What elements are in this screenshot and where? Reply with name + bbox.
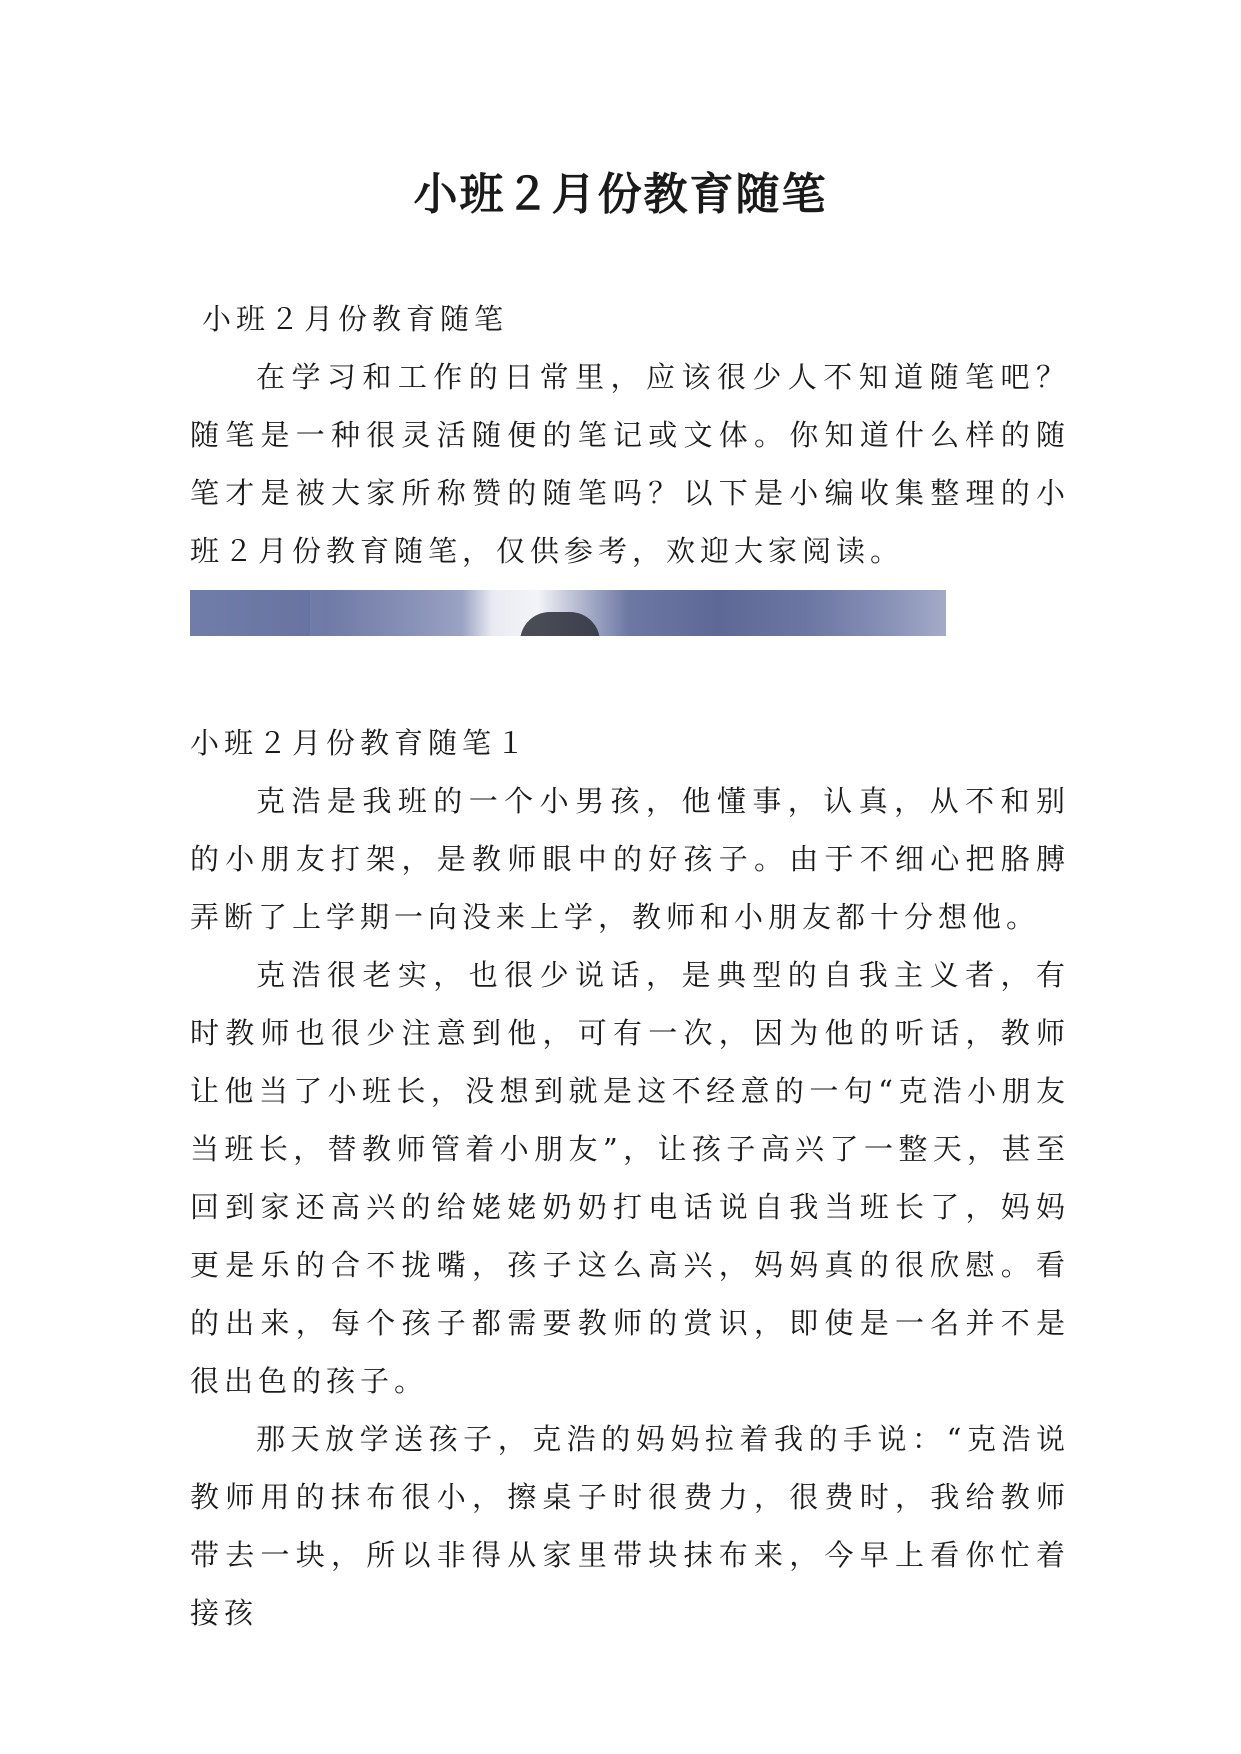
document-body [190,290,1070,1642]
section-title: 小班２月份教育随笔１ [190,726,531,760]
body-paragraph: 克浩是我班的一个小男孩，他懂事，认真，从不和别的小朋友打架，是教师眼中的好孩子。由于不细心把胳膊弄断了上学期一向没来上学，教师和小朋友都十分想他。 [190,784,1070,934]
image-dark-shape [520,612,600,636]
document-subtitle: 小班２月份教育随笔 [202,302,509,336]
body-paragraph: 克浩很老实，也很少说话，是典型的自我主义者，有时教师也很少注意到他，可有一次，因为他的听话，教师让他当了小班长，没想到就是这不经意的一句“克浩小朋友当班长，替教师管着小朋友”，让孩子高兴了一整天，甚至回到家还高兴的给姥姥奶奶打电话说自我当班长了，妈妈更是乐的合不拢嘴，孩子这么高兴，妈妈真的很欣慰。看的出来，每个孩子都需要教师的赏识，即使是一名并不是很出色的孩子。 [190,958,1070,1398]
body-paragraph: 那天放学送孩子，克浩的妈妈拉着我的手说：“克浩说教师用的抹布很小，擦桌子时很费力，很费时，我给教师带去一块，所以非得从家里带块抹布来，今早上看你忙着接孩 [190,1422,1070,1630]
intro-paragraph: 在学习和工作的日常里，应该很少人不知道随笔吧？随笔是一种很灵活随便的笔记或文体。你知道什么样的随笔才是被大家所称赞的随笔吗？以下是小编收集整理的小班２月份教育随笔，仅供参考，欢迎大家阅读。 [190,360,1070,568]
decorative-image-strip [190,590,946,636]
image-shade [190,590,310,636]
document-title: 小班２月份教育随笔 [413,169,828,220]
